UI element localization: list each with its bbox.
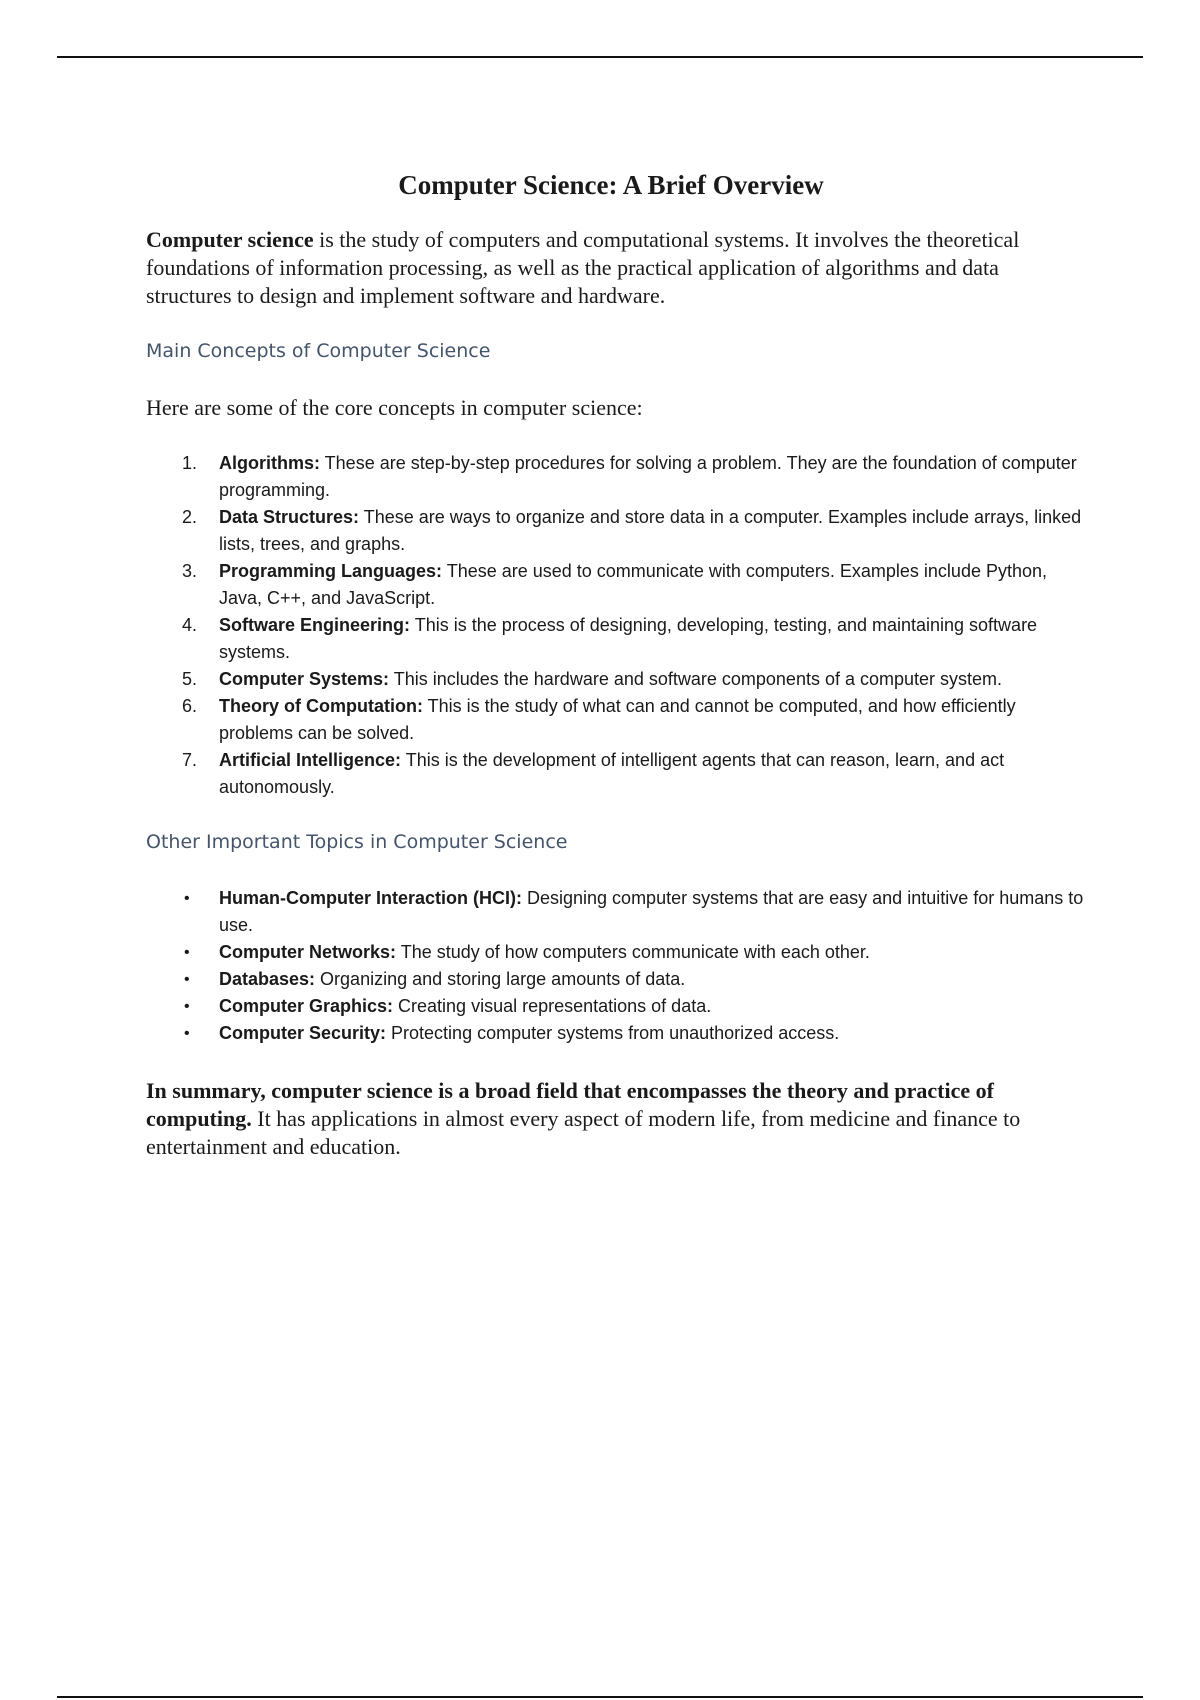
top-rule — [57, 56, 1143, 58]
list-item-term: Programming Languages: — [219, 561, 443, 581]
list-marker: 7. — [182, 750, 198, 770]
page-title: Computer Science: A Brief Overview — [398, 170, 824, 200]
document-body — [146, 168, 1086, 1161]
list-item — [146, 450, 1086, 504]
bullet-marker: • — [184, 890, 190, 907]
list-item-text: Protecting computer systems from unauthorized access. — [386, 1023, 840, 1043]
list-item-term: Computer Graphics: — [219, 996, 394, 1016]
list-item — [146, 693, 1086, 747]
intro-paragraph — [146, 226, 1086, 310]
list-item-text: This is the development of intelligent agents that can reason, learn, and act autonomously. — [219, 750, 1005, 797]
bullet-marker: • — [184, 998, 190, 1015]
summary-text: It has applications in almost every aspect of modern life, from medicine and finance to entertainment and education. — [146, 1106, 1021, 1159]
list-marker: 2. — [182, 507, 198, 527]
list-item-text: These are used to communicate with computers. Examples include Python, Java, C++, and JavaScript. — [219, 561, 1047, 608]
list-item — [146, 747, 1086, 801]
list-item — [146, 1020, 1086, 1047]
list-marker: 5. — [182, 669, 198, 689]
list-item-term: Data Structures: — [219, 507, 360, 527]
list-item-text: This is the process of designing, developing, testing, and maintaining software systems. — [219, 615, 1038, 662]
list-marker: 3. — [182, 561, 198, 581]
list-item — [146, 666, 1086, 693]
bullet-marker: • — [184, 944, 190, 961]
list-marker: 6. — [182, 696, 198, 716]
list-item-term: Theory of Computation: — [219, 696, 423, 716]
other-topics-list — [146, 885, 1086, 1047]
list-item — [146, 612, 1086, 666]
list-item-text: Creating visual representations of data. — [393, 996, 712, 1016]
list-item-term: Computer Security: — [219, 1023, 387, 1043]
intro-term: Computer science — [146, 227, 314, 252]
list-item — [146, 504, 1086, 558]
list-item-term: Human-Computer Interaction (HCI): — [219, 888, 522, 908]
bottom-rule — [57, 1696, 1143, 1698]
list-item — [146, 885, 1086, 939]
list-item — [146, 939, 1086, 966]
bullet-marker: • — [184, 971, 190, 988]
list-marker: 4. — [182, 615, 198, 635]
list-item-term: Computer Networks: — [219, 942, 397, 962]
list-item-term: Artificial Intelligence: — [219, 750, 402, 770]
list-item-text: Designing computer systems that are easy and intuitive for humans to use. — [219, 888, 1084, 935]
summary-bold: In summary, computer science is a broad field that encompasses the theory and practice of computing. — [146, 1078, 994, 1131]
other-topics-heading: Other Important Topics in Computer Science — [146, 831, 568, 853]
list-item-text: Organizing and storing large amounts of data. — [315, 969, 686, 989]
list-item-term: Databases: — [219, 969, 316, 989]
intro-text: is the study of computers and computational systems. It involves the theoretical foundations of information processing, as well as the practical application of algorithms and data structures to design and implement software and hardware. — [146, 227, 1020, 308]
list-item-text: This is the study of what can and cannot be computed, and how efficiently problems can be solved. — [219, 696, 1016, 743]
list-item-term: Software Engineering: — [219, 615, 411, 635]
list-item-text: The study of how computers communicate with each other. — [396, 942, 870, 962]
bullet-marker: • — [184, 1025, 190, 1042]
list-item-text: These are ways to organize and store data in a computer. Examples include arrays, linked lists, trees, and graphs. — [219, 507, 1082, 554]
list-item — [146, 558, 1086, 612]
main-concepts-lead: Here are some of the core concepts in computer science: — [146, 395, 643, 420]
list-item — [146, 993, 1086, 1020]
main-concepts-heading: Main Concepts of Computer Science — [146, 340, 491, 362]
list-item — [146, 966, 1086, 993]
list-item-text: This includes the hardware and software components of a computer system. — [389, 669, 1003, 689]
list-item-text: These are step-by-step procedures for solving a problem. They are the foundation of computer programming. — [219, 453, 1077, 500]
main-concepts-list — [146, 450, 1086, 801]
summary-paragraph — [146, 1077, 1086, 1161]
list-item-term: Computer Systems: — [219, 669, 390, 689]
list-item-term: Algorithms: — [219, 453, 320, 473]
list-marker: 1. — [182, 453, 198, 473]
